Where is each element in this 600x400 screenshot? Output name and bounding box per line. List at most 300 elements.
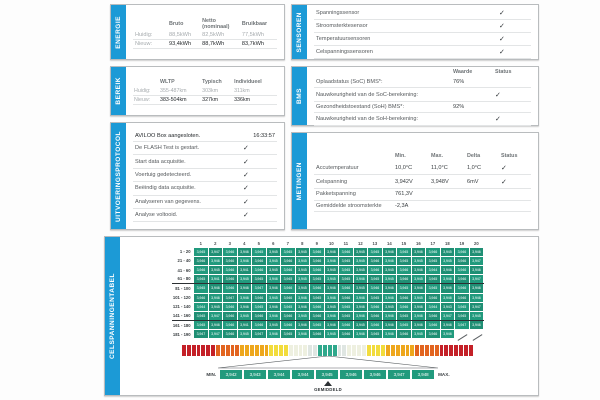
cellgrid-cell: 3,945 <box>353 256 368 265</box>
cellgrid-cell: 3,947 <box>223 293 238 302</box>
panel-tab-label: BEREIK <box>115 77 122 105</box>
panel-energie <box>110 4 285 60</box>
bms-value-soh: 92% <box>451 101 493 112</box>
cellgrid-cell: 3,945 <box>194 311 209 320</box>
col-wltp: WLTP <box>160 79 175 86</box>
distribution-value-box: 3,943 <box>243 369 267 380</box>
spacer-cell <box>314 151 393 162</box>
cellgrid-cell: 3,946 <box>324 256 339 265</box>
cellgrid-cell: 3,945 <box>397 256 412 265</box>
cellgrid-cell: 3,946 <box>353 302 368 311</box>
accutemperatuur-delta: 1,0°C <box>465 161 499 174</box>
metingen-table <box>314 151 531 213</box>
col-bruto: Bruto <box>169 20 184 27</box>
cellgrid-cell: 3,946 <box>324 321 339 330</box>
cellgrid-row-label: 181 - 190 <box>172 331 191 337</box>
cellgrid-cell: 3,945 <box>281 330 296 339</box>
protocol-step-end-acquisition: Beëindig data acquisitie. <box>133 182 241 195</box>
celspanning-max: 3,948V <box>429 175 465 189</box>
panel-tab-energie <box>111 5 126 59</box>
cellgrid-cell: 3,946 <box>310 284 325 293</box>
cellgrid-cell: 3,946 <box>411 321 426 330</box>
cellgrid-cell: 3,946 <box>339 284 354 293</box>
table-row <box>314 161 531 174</box>
table-row <box>314 88 531 101</box>
cellgrid-col-header: 11 <box>343 240 349 246</box>
average-marker <box>314 381 342 392</box>
cellgrid-col-header: 19 <box>459 240 465 246</box>
pakketspanning-max <box>429 188 465 200</box>
cellgrid-cell: 3,945 <box>295 247 310 256</box>
cellgrid-cell: 3,946 <box>426 330 441 339</box>
cellgrid-row <box>172 293 484 302</box>
cellgrid-row <box>172 256 484 265</box>
cellgrid-cell: 3,946 <box>382 293 397 302</box>
col-delta: Delta <box>467 152 481 159</box>
cellgrid-cell: 3,945 <box>194 284 209 293</box>
table-header-row <box>133 17 277 31</box>
panel-tab-label: SENSOREN <box>296 11 303 53</box>
panel-metingen <box>291 132 539 230</box>
cellgrid-col-header: 9 <box>315 240 319 246</box>
cellgrid-cell: 3,945 <box>324 265 339 274</box>
cellgrid-row <box>172 330 484 339</box>
cellgrid-row-label: 141 - 160 <box>172 311 194 320</box>
col-individueel: Individueel <box>234 79 262 86</box>
cellgrid-cell: 3,945 <box>353 284 368 293</box>
panel-bereik <box>110 66 285 116</box>
table-row <box>314 188 531 200</box>
min-max-row <box>203 369 452 380</box>
cellgrid-cell: 3,946 <box>324 311 339 320</box>
panel-body-energie <box>126 5 284 59</box>
bms-value-soh-accuracy <box>451 113 493 126</box>
table-row <box>314 101 531 112</box>
cellgrid-cell: 3,946 <box>223 265 238 274</box>
sensor-label-temperatuursensoren: Temperatuursensoren <box>314 32 497 45</box>
cellgrid-row-label: 61 - 80 <box>172 275 194 284</box>
cellgrid-col-header: 8 <box>301 240 304 246</box>
sensoren-table <box>314 7 531 59</box>
cellgrid-cell: 3,945 <box>339 311 354 320</box>
cellgrid-cell: 3,946 <box>310 311 325 320</box>
col-waarde: Waarde <box>453 68 473 75</box>
cellgrid-cell: 3,946 <box>368 265 383 274</box>
cellgrid-cell: 3,945 <box>382 275 397 284</box>
panel-tab-label: CELSPANNINGENTABEL <box>109 272 116 360</box>
cellgrid-cell: 3,946 <box>223 321 238 330</box>
spectrum-segment <box>469 345 474 356</box>
cellgrid-cell: 3,946 <box>223 256 238 265</box>
cellgrid-col-header: 6 <box>272 240 275 246</box>
cellgrid-cell: 3,945 <box>397 321 412 330</box>
cellgrid-cell: 3,945 <box>324 302 339 311</box>
cellgrid-cell: 3,946 <box>295 293 310 302</box>
pakketspanning-delta <box>465 188 499 200</box>
cellgrid-cell: 3,946 <box>440 330 455 339</box>
cellgrid-cell: 3,946 <box>295 321 310 330</box>
cellgrid-cell: 3,946 <box>237 256 252 265</box>
table-header-row <box>314 67 531 77</box>
cellgrid-cell: 3,946 <box>382 311 397 320</box>
cellgrid-cell: 3,945 <box>368 293 383 302</box>
cellgrid-cell: 3,945 <box>455 311 470 320</box>
cellgrid-col-header: 16 <box>416 240 421 246</box>
cellgrid-cell: 3,946 <box>295 302 310 311</box>
cellgrid-cell: 3,945 <box>266 256 281 265</box>
cellgrid-cell: 3,946 <box>411 311 426 320</box>
panel-body-bereik <box>126 67 284 115</box>
cellgrid-cell: 3,945 <box>411 275 426 284</box>
cellgrid-cell: 3,946 <box>324 247 339 256</box>
cellgrid-row <box>172 265 484 274</box>
sensor-label-spanningssensor: Spanningssensor <box>314 7 497 20</box>
distribution-value-box: 3,945 <box>315 369 339 380</box>
cellgrid-cell: 3,945 <box>237 330 252 339</box>
cellgrid-row-label: 121 - 140 <box>172 304 191 310</box>
cellgrid-cell: 3,946 <box>208 321 223 330</box>
table-row <box>133 155 277 168</box>
cellgrid-cell: 3,945 <box>310 321 325 330</box>
protocol-step-start-acquisition: Start data acquisitie. <box>133 155 241 168</box>
huidig-individueel: 311km <box>233 86 277 95</box>
cellgrid-cell: 3,945 <box>295 265 310 274</box>
status-cell <box>499 200 531 212</box>
huidig-netto: 82,5kWh <box>200 31 240 40</box>
cellgrid-cell: 3,946 <box>368 321 383 330</box>
cellgrid-cell: 3,946 <box>281 321 296 330</box>
cellgrid-cell: 3,945 <box>295 284 310 293</box>
cellgrid-cell: 3,946 <box>469 321 484 330</box>
cellgrid-cell: 3,947 <box>208 330 223 339</box>
cellgrid-cell: 3,946 <box>440 284 455 293</box>
nieuw-bruto: 93,4kWh <box>167 39 200 48</box>
table-row <box>133 95 277 104</box>
cellgrid-cell: 3,946 <box>411 247 426 256</box>
cellgrid-cell: 3,946 <box>368 302 383 311</box>
cellgrid-cell: 3,945 <box>382 302 397 311</box>
cellgrid-cell: 3,946 <box>469 293 484 302</box>
cellgrid-cell: 3,945 <box>310 275 325 284</box>
check-icon: ✓ <box>497 7 531 20</box>
cellgrid-cell: 3,946 <box>382 284 397 293</box>
nieuw-wltp: 383-504km <box>159 95 201 104</box>
cellgrid-cell: 3,945 <box>382 265 397 274</box>
cellgrid-cell: 3,946 <box>266 302 281 311</box>
check-icon: ✓ <box>493 88 531 101</box>
cellgrid-cell: 3,946 <box>440 275 455 284</box>
panel-tab-label: METINGEN <box>296 161 303 201</box>
cellgrid-cell: 3,946 <box>353 275 368 284</box>
cellgrid-cell: 3,945 <box>426 256 441 265</box>
triangle-up-icon <box>324 381 332 386</box>
cellgrid-cell: 3,946 <box>440 321 455 330</box>
table-row <box>133 168 277 181</box>
cellgrid-cell: 3,947 <box>469 302 484 311</box>
table-row <box>314 19 531 32</box>
panel-tab-label: ENERGIE <box>115 15 122 49</box>
cellgrid-cell: 3,946 <box>266 275 281 284</box>
cellgrid-cell: 3,947 <box>469 256 484 265</box>
cellgrid-cell: 3,946 <box>310 265 325 274</box>
distribution-value-box: 3,947 <box>387 369 411 380</box>
cellgrid-cell: 3,945 <box>339 275 354 284</box>
max-label: MAX. <box>438 372 450 378</box>
row-label-nieuw: Nieuw: <box>133 95 159 104</box>
nieuw-bruikbaar: 83,7kWh <box>240 39 277 48</box>
cellgrid-cell: 3,945 <box>252 275 267 284</box>
cellgrid-cell: 3,945 <box>208 265 223 274</box>
huidig-typisch: 303km <box>201 86 233 95</box>
accutemperatuur-max: 11,0°C <box>429 161 465 174</box>
panel-body-metingen <box>307 133 538 229</box>
cellgrid-col-header: 2 <box>214 240 217 246</box>
cellgrid-cell: 3,947 <box>469 275 484 284</box>
check-icon: ✓ <box>241 208 277 221</box>
cellgrid-cell: 3,945 <box>339 302 354 311</box>
col-netto-line1: Netto <box>202 17 216 24</box>
cellgrid-cell: 3,946 <box>440 293 455 302</box>
bms-label-soh-accuracy: Nauwkeurigheid van de SoH-berekening: <box>314 113 451 126</box>
panel-tab-bms <box>292 67 307 125</box>
cellgrid-col-header: 15 <box>401 240 407 246</box>
cellgrid-cell: 3,947 <box>194 330 209 339</box>
cellgrid-cell: 3,945 <box>426 275 441 284</box>
cellgrid-cell: 3,946 <box>469 284 484 293</box>
bms-value-soc: 76% <box>451 77 493 88</box>
cellgrid-cell: 3,945 <box>368 330 383 339</box>
panel-tab-celspanningentabel <box>105 237 120 395</box>
check-icon: ✓ <box>241 182 277 195</box>
panel-uitvoeringsprotocol <box>110 122 285 230</box>
gemiddelde-stroomsterkte-delta <box>465 200 499 212</box>
cellgrid-cell: 3,946 <box>368 256 383 265</box>
cellgrid-row-label: 81 - 100 <box>175 286 191 292</box>
meting-label-gemiddelde-stroomsterkte: Gemiddelde stroomsterkte <box>314 200 393 212</box>
celspanning-delta: 6mV <box>465 175 499 189</box>
cellgrid-cell: 3,946 <box>411 302 426 311</box>
cellgrid-col-header: 14 <box>387 240 392 246</box>
cellgrid-cell: 3,946 <box>295 330 310 339</box>
table-header-row <box>314 151 531 162</box>
cellgrid-cell: 3,945 <box>194 247 209 256</box>
cellgrid-cell: 3,945 <box>237 275 252 284</box>
cellgrid-cell: 3,946 <box>223 302 238 311</box>
distribution-value-box: 3,946 <box>363 369 387 380</box>
check-icon: ✓ <box>493 113 531 126</box>
table-row <box>133 131 277 142</box>
cellgrid-cell: 3,946 <box>194 256 209 265</box>
cellgrid-cell: 3,946 <box>339 247 354 256</box>
check-icon: ✓ <box>241 195 277 208</box>
cellgrid-cell: 3,945 <box>397 247 412 256</box>
cellgrid-row-label: 41 - 60 <box>177 267 191 273</box>
col-netto <box>200 17 240 31</box>
cellgrid-cell: 3,944 <box>426 265 441 274</box>
cellgrid-cell: 3,945 <box>455 302 470 311</box>
cellgrid-cell: 3,946 <box>266 284 281 293</box>
cellgrid-cell: 3,946 <box>440 265 455 274</box>
bms-table <box>314 67 531 127</box>
cellgrid-cell: 3,947 <box>208 247 223 256</box>
cellgrid-cell: 3,945 <box>324 330 339 339</box>
cellgrid-row-label: 101 - 120 <box>172 295 191 301</box>
cellgrid-cell: 3,945 <box>353 265 368 274</box>
cellgrid-cell: 3,945 <box>368 275 383 284</box>
distribution-value-box: 3,948 <box>411 369 435 380</box>
cellgrid-row-label: 21 - 40 <box>177 258 191 264</box>
col-status: Status <box>501 152 518 159</box>
cellgrid-cell: 3,946 <box>397 302 412 311</box>
cellgrid-cell: 3,945 <box>295 311 310 320</box>
cellgrid-cell: 3,945 <box>266 265 281 274</box>
table-row <box>133 39 277 48</box>
cellgrid-cell: 3,946 <box>237 284 252 293</box>
cellgrid-cell: 3,947 <box>252 330 267 339</box>
cellgrid-cell: 3,946 <box>339 293 354 302</box>
nieuw-netto: 88,7kWh <box>200 39 240 48</box>
cellgrid-cell: 3,946 <box>455 275 470 284</box>
cellgrid-cell: 3,946 <box>426 247 441 256</box>
table-row <box>314 7 531 20</box>
cellgrid-cell: 3,946 <box>426 321 441 330</box>
protocol-title: AVILOO Box aangesloten. <box>133 131 241 142</box>
nieuw-individueel: 336km <box>233 95 277 104</box>
cellgrid-cell: 3,945 <box>411 256 426 265</box>
cellgrid-cell: 3,946 <box>382 256 397 265</box>
cellgrid-cell: 3,945 <box>339 265 354 274</box>
cellgrid-cell: 3,946 <box>223 330 238 339</box>
col-status: Status <box>495 68 512 75</box>
row-label-huidig: Huidig: <box>133 86 159 95</box>
table-row <box>133 195 277 208</box>
check-icon: ✓ <box>497 19 531 32</box>
cellgrid-cell: 3,945 <box>208 302 223 311</box>
sensor-label-stroomsterktesensor: Stroomsterktesensor <box>314 19 497 32</box>
panel-tab-protocol <box>111 123 126 229</box>
cellgrid-cell: 3,946 <box>208 256 223 265</box>
celspanning-min: 3,942V <box>393 175 429 189</box>
min-label: MIN. <box>206 372 217 378</box>
bms-label-soh: Gezondheidstoestand (SoH) BMS*: <box>314 101 451 112</box>
meting-label-pakketspanning: Pakketspanning <box>314 188 393 200</box>
cellgrid-col-header: 17 <box>430 240 436 246</box>
cellgrid-cell: 3,946 <box>368 284 383 293</box>
cellgrid-cell: 3,945 <box>266 247 281 256</box>
cellgrid-cell: 3,946 <box>382 321 397 330</box>
table-row <box>133 142 277 155</box>
table-row <box>133 182 277 195</box>
cellgrid-cell: 3,945 <box>440 247 455 256</box>
cellgrid-cell: 3,946 <box>252 256 267 265</box>
cellgrid-cell: 3,946 <box>223 275 238 284</box>
spacer-cell <box>314 67 451 77</box>
nieuw-typisch: 327km <box>201 95 233 104</box>
cellgrid-cell: 3,947 <box>455 321 470 330</box>
cellgrid-cell: 3,946 <box>397 275 412 284</box>
cellgrid-cell: 3,946 <box>426 293 441 302</box>
cellgrid-cell: 3,946 <box>266 311 281 320</box>
cell-distribution <box>126 345 530 392</box>
panel-tab-label: UITVOERINGSPROTOCOL <box>115 130 122 222</box>
cellgrid-cell: 3,946 <box>223 284 238 293</box>
cellgrid-cell: 3,946 <box>252 293 267 302</box>
average-label: GEMIDDELD <box>314 387 342 393</box>
check-icon: ✓ <box>241 142 277 155</box>
cellgrid-cell: 3,945 <box>310 293 325 302</box>
status-cell <box>499 188 531 200</box>
cellgrid-cell: 3,946 <box>411 284 426 293</box>
cellgrid-cell: 3,945 <box>281 247 296 256</box>
cellgrid-cell-empty <box>455 330 470 339</box>
panel-body-celspanningentabel <box>120 237 538 395</box>
huidig-bruikbaar: 77,5kWh <box>240 31 277 40</box>
check-icon: ✓ <box>499 161 531 174</box>
table-row <box>314 175 531 189</box>
check-icon: ✓ <box>241 168 277 181</box>
col-typisch: Typisch <box>202 79 222 86</box>
cellgrid-row <box>172 247 484 256</box>
cellgrid-cell: 3,946 <box>252 265 267 274</box>
protocol-step-analyzing: Analyseren van gegevens. <box>133 195 241 208</box>
table-row <box>314 77 531 88</box>
cellgrid-col-header: 12 <box>358 240 363 246</box>
cellgrid-cell: 3,946 <box>281 293 296 302</box>
col-bruikbaar: Bruikbaar <box>241 20 268 27</box>
cellgrid-cell: 3,946 <box>469 247 484 256</box>
cellgrid-cell: 3,946 <box>455 256 470 265</box>
cellgrid-cell: 3,945 <box>324 275 339 284</box>
row-label-huidig: Huidig: <box>133 31 167 40</box>
panel-tab-bereik <box>111 67 126 115</box>
cellgrid-row <box>172 302 484 311</box>
cellgrid-cell: 3,945 <box>252 247 267 256</box>
cellgrid-cell: 3,946 <box>397 330 412 339</box>
panel-bms <box>291 66 539 126</box>
cellgrid-cell: 3,944 <box>194 302 209 311</box>
cellgrid-cell: 3,946 <box>310 256 325 265</box>
table-row <box>314 45 531 58</box>
cellgrid-cell: 3,946 <box>281 256 296 265</box>
col-min: Min. <box>395 152 406 159</box>
cellgrid-col-header: 7 <box>286 240 290 246</box>
cellgrid-cell: 3,946 <box>281 265 296 274</box>
cellgrid-cell: 3,946 <box>310 302 325 311</box>
cellgrid-cell: 3,946 <box>353 293 368 302</box>
gemiddelde-stroomsterkte-max <box>429 200 465 212</box>
distribution-value-box: 3,942 <box>219 369 243 380</box>
check-icon: ✓ <box>497 45 531 58</box>
cellgrid-cell: 3,947 <box>252 284 267 293</box>
protocol-step-flash-started: De FLASH Test is gestart. <box>133 142 241 155</box>
cellgrid-cell: 3,941 <box>237 265 252 274</box>
cellgrid-cell: 3,946 <box>324 284 339 293</box>
cellgrid-cell: 3,946 <box>237 302 252 311</box>
cellgrid-col-header: 5 <box>257 240 261 246</box>
cellgrid-cell: 3,946 <box>339 330 354 339</box>
cellgrid-cell: 3,945 <box>281 275 296 284</box>
meting-label-celspanning: Celspanning <box>314 175 393 189</box>
panel-tab-label: BMS <box>296 88 303 104</box>
panel-tab-metingen <box>292 133 307 229</box>
cellgrid-cell: 3,946 <box>339 321 354 330</box>
cellgrid-cell: 3,946 <box>266 330 281 339</box>
bms-label-soc: Oplaadstatus (SoC) BMS*: <box>314 77 451 88</box>
cellgrid-cell: 3,946 <box>382 330 397 339</box>
huidig-bruto: 88,5kWh <box>167 31 200 40</box>
table-row <box>133 31 277 40</box>
cellgrid-cell: 3,946 <box>223 247 238 256</box>
